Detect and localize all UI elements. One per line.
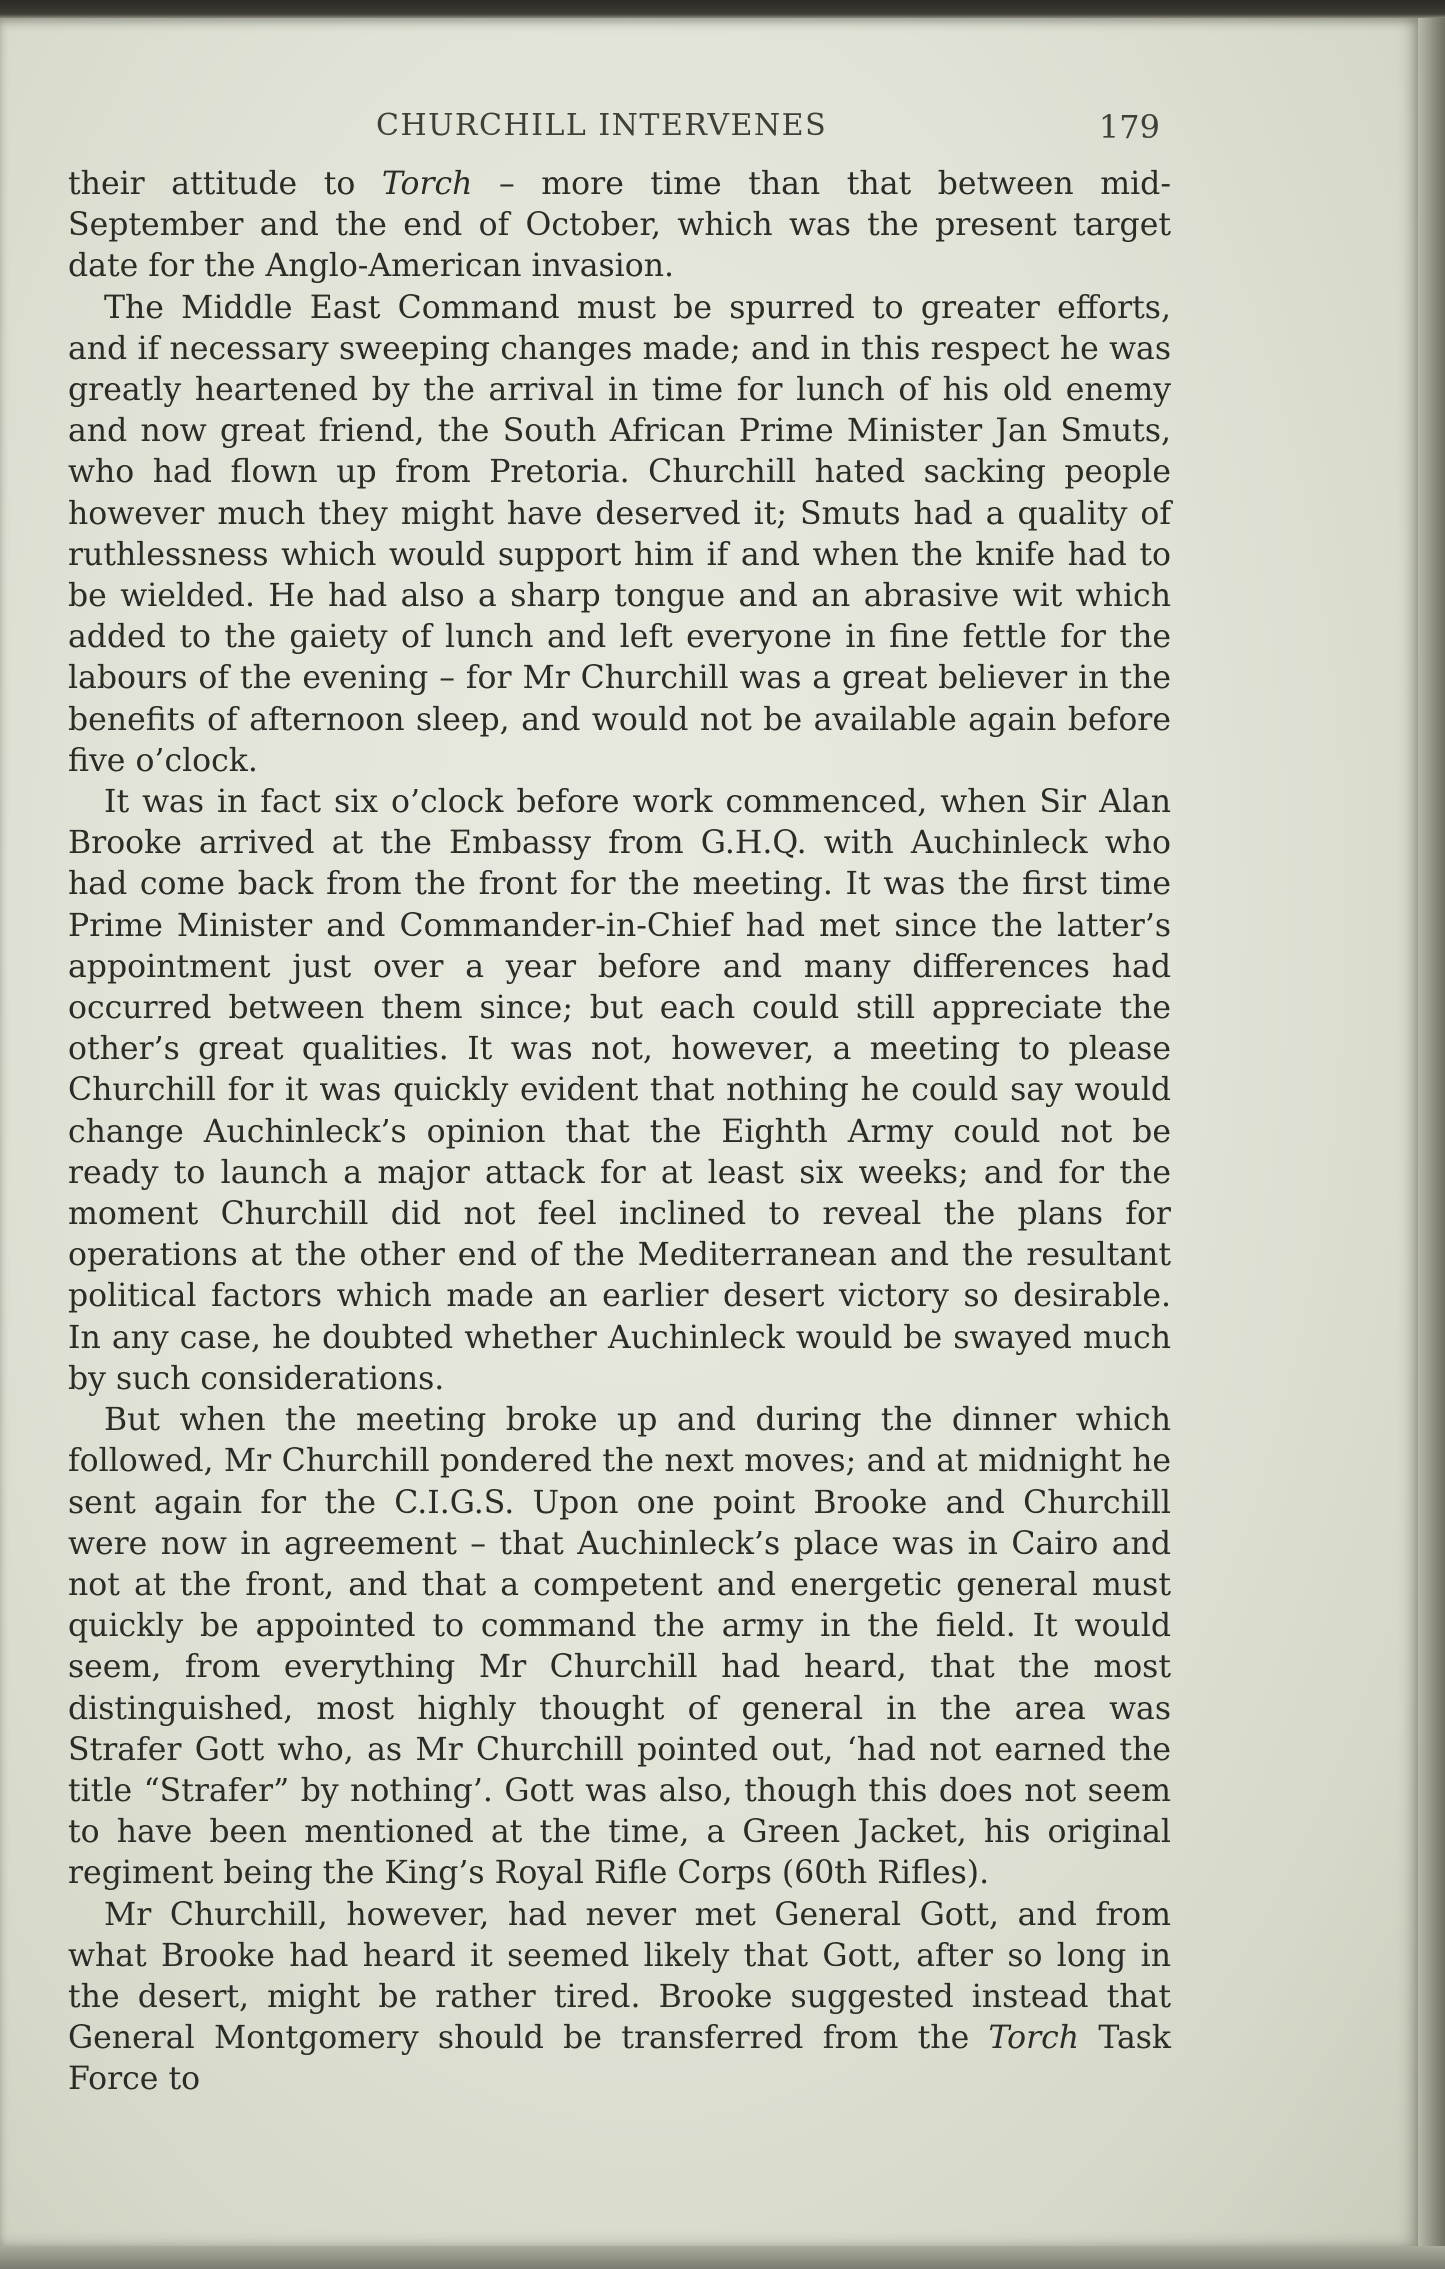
text-run: – more time than that between mid-September and the end of October, which was the present target date for the Anglo-American invasion. <box>68 166 1171 285</box>
paragraph <box>68 1895 1171 2101</box>
paragraph <box>68 782 1171 1400</box>
page-edge <box>1418 18 1445 2246</box>
body-text <box>68 164 1171 2101</box>
running-header <box>376 108 1160 154</box>
italic-title: Torch <box>988 2020 1080 2057</box>
text-run: It was in fact six o’clock before work commenced, when Sir Alan Brooke arrived at the Embassy from G.H.Q. with Auchinleck who had come back from the front for the meeting. It was the first time Prime Minister and Commander-in-Chief had met since the latter’s appointment just over a year before and many differences had occurred between them since; but each could still appreciate the other’s great qualities. It was not, however, a meeting to please Churchill for it was quickly evident that nothing he could say would change Auchinleck’s opinion that the Eighth Army could not be ready to launch a major attack for at least six weeks; and for the moment Churchill did not feel inclined to reveal the plans for operations at the other end of the Mediterranean and the resultant political factors which made an earlier desert victory so desirable. In any case, he doubted whether Auchinleck would be swayed much by such considerations. <box>68 784 1171 1397</box>
text-run: The Middle East Command must be spurred to greater efforts, and if necessary sweeping changes made; and in this respect he was greatly heartened by the arrival in time for lunch of his old enemy and now great friend, the South African Prime Minister Jan Smuts, who had flown up from Pretoria. Churchill hated sacking people however much they might have deserved it; Smuts had a quality of ruthlessness which would support him if and when the knife had to be wielded. He had also a sharp tongue and an abrasive wit which added to the gaiety of lunch and left everyone in fine fettle for the labours of the evening – for Mr Churchill was a great believer in the benefits of afternoon sleep, and would not be available again before five o’clock. <box>68 289 1171 779</box>
text-run: their attitude to <box>68 166 382 202</box>
page-bottom-edge <box>0 2246 1445 2269</box>
text-run: But when the meeting broke up and during the dinner which followed, Mr Churchill pondered the next moves; and at midnight he sent again for the C.I.G.S. Upon one point Brooke and Churchill were now in agreement – that Auchinleck’s place was in Cairo and not at the front, and that a competent and energetic general must quickly be appointed to command the army in the field. It would seem, from everything Mr Churchill had heard, that the most distinguished, most highly thought of general in the area was Strafer Gott who, as Mr Churchill pointed out, ‘had not earned the title “Strafer” by nothing’. Gott was also, though this does not seem to have been mentioned at the time, a Green Jacket, his original regiment being the King’s Royal Rifle Corps (60th Rifles). <box>68 1402 1171 1892</box>
running-title: CHURCHILL INTERVENES <box>376 108 828 143</box>
page-number: 179 <box>1098 108 1160 146</box>
paragraph <box>68 164 1171 288</box>
paragraph <box>68 1400 1171 1894</box>
paragraph <box>68 288 1171 782</box>
text-run: Task Force to <box>68 2020 1171 2098</box>
italic-title: Torch <box>381 166 473 202</box>
text-run: Mr Churchill, however, had never met General Gott, and from what Brooke had heard it seemed likely that Gott, after so long in the desert, might be rather tired. Brooke suggested instead that General Montgomery should be transferred from the <box>68 1896 1171 2057</box>
